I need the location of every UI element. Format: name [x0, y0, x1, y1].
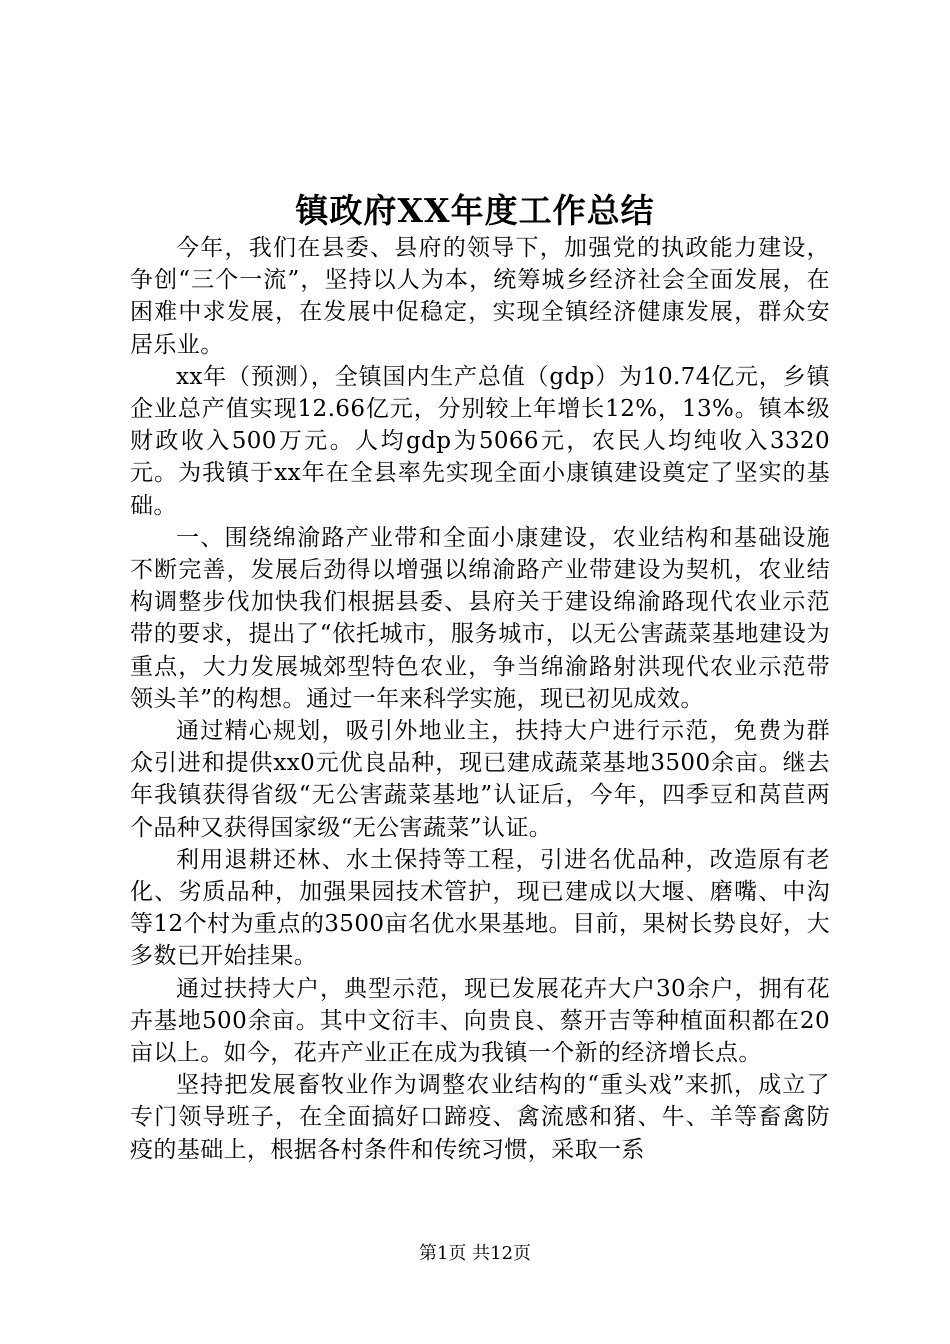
paragraph-vegetable-base: 通过精心规划，吸引外地业主，扶持大户进行示范，免费为群众引进和提供xx0元优良品种，现已建成蔬菜基地3500余亩。继去年我镇获得省级“无公害蔬菜基地”认证后，今年，四季豆和莴苣两个品种又获得国家级“无公害蔬菜”认证。	[130, 718, 830, 841]
paragraph-livestock: 坚持把发展畜牧业作为调整农业结构的“重头戏”来抓，成立了专门领导班子，在全面搞好口蹄疫、禽流感和猪、牛、羊等畜禽防疫的基础上，根据各村条件和传统习惯，采取一系	[130, 1072, 830, 1163]
paragraph-economic-stats: xx年（预测），全镇国内生产总值（gdp）为10.74亿元，乡镇企业总产值实现12.66亿元，分别较上年增长12%，13%。镇本级财政收入500万元。人均gdp为5066元，农民人均纯收入3320元。为我镇于xx年在全县率先实现全面小康镇建设奠定了坚实的基础。	[130, 363, 830, 519]
page-footer: 第1页 共12页	[418, 1243, 532, 1264]
document-body	[130, 232, 830, 1166]
paragraph-intro: 今年，我们在县委、县府的领导下，加强党的执政能力建设，争创“三个一流”，坚持以人为本，统筹城乡经济社会全面发展，在困难中求发展，在发展中促稳定，实现全镇经济健康发展，群众安居乐业。	[130, 235, 830, 358]
document-title: 镇政府XX年度工作总结	[295, 191, 655, 230]
paragraph-fruit-base: 利用退耕还林、水土保持等工程，引进名优品种，改造原有老化、劣质品种，加强果园技术管护，现已建成以大堰、磨嘴、中沟等12个村为重点的3500亩名优水果基地。目前，果树长势良好，大多数已开始挂果。	[130, 846, 830, 970]
paragraph-section-one: 一、围绕绵渝路产业带和全面小康建设，农业结构和基础设施不断完善，发展后劲得以增强以绵渝路产业带建设为契机，农业结构调整步伐加快我们根据县委、县府关于建设绵渝路现代农业示范带的要求，提出了“依托城市，服务城市，以无公害蔬菜基地建设为重点，大力发展城郊型特色农业，争当绵渝路射洪现代农业示范带领头羊”的构想。通过一年来科学实施，现已初见成效。	[130, 524, 830, 712]
paragraph-flower-industry: 通过扶持大户，典型示范，现已发展花卉大户30余户，拥有花卉基地500余亩。其中文衍丰、向贵良、蔡开吉等种植面积都在20亩以上。如今，花卉产业正在成为我镇一个新的经济增长点。	[130, 975, 830, 1067]
